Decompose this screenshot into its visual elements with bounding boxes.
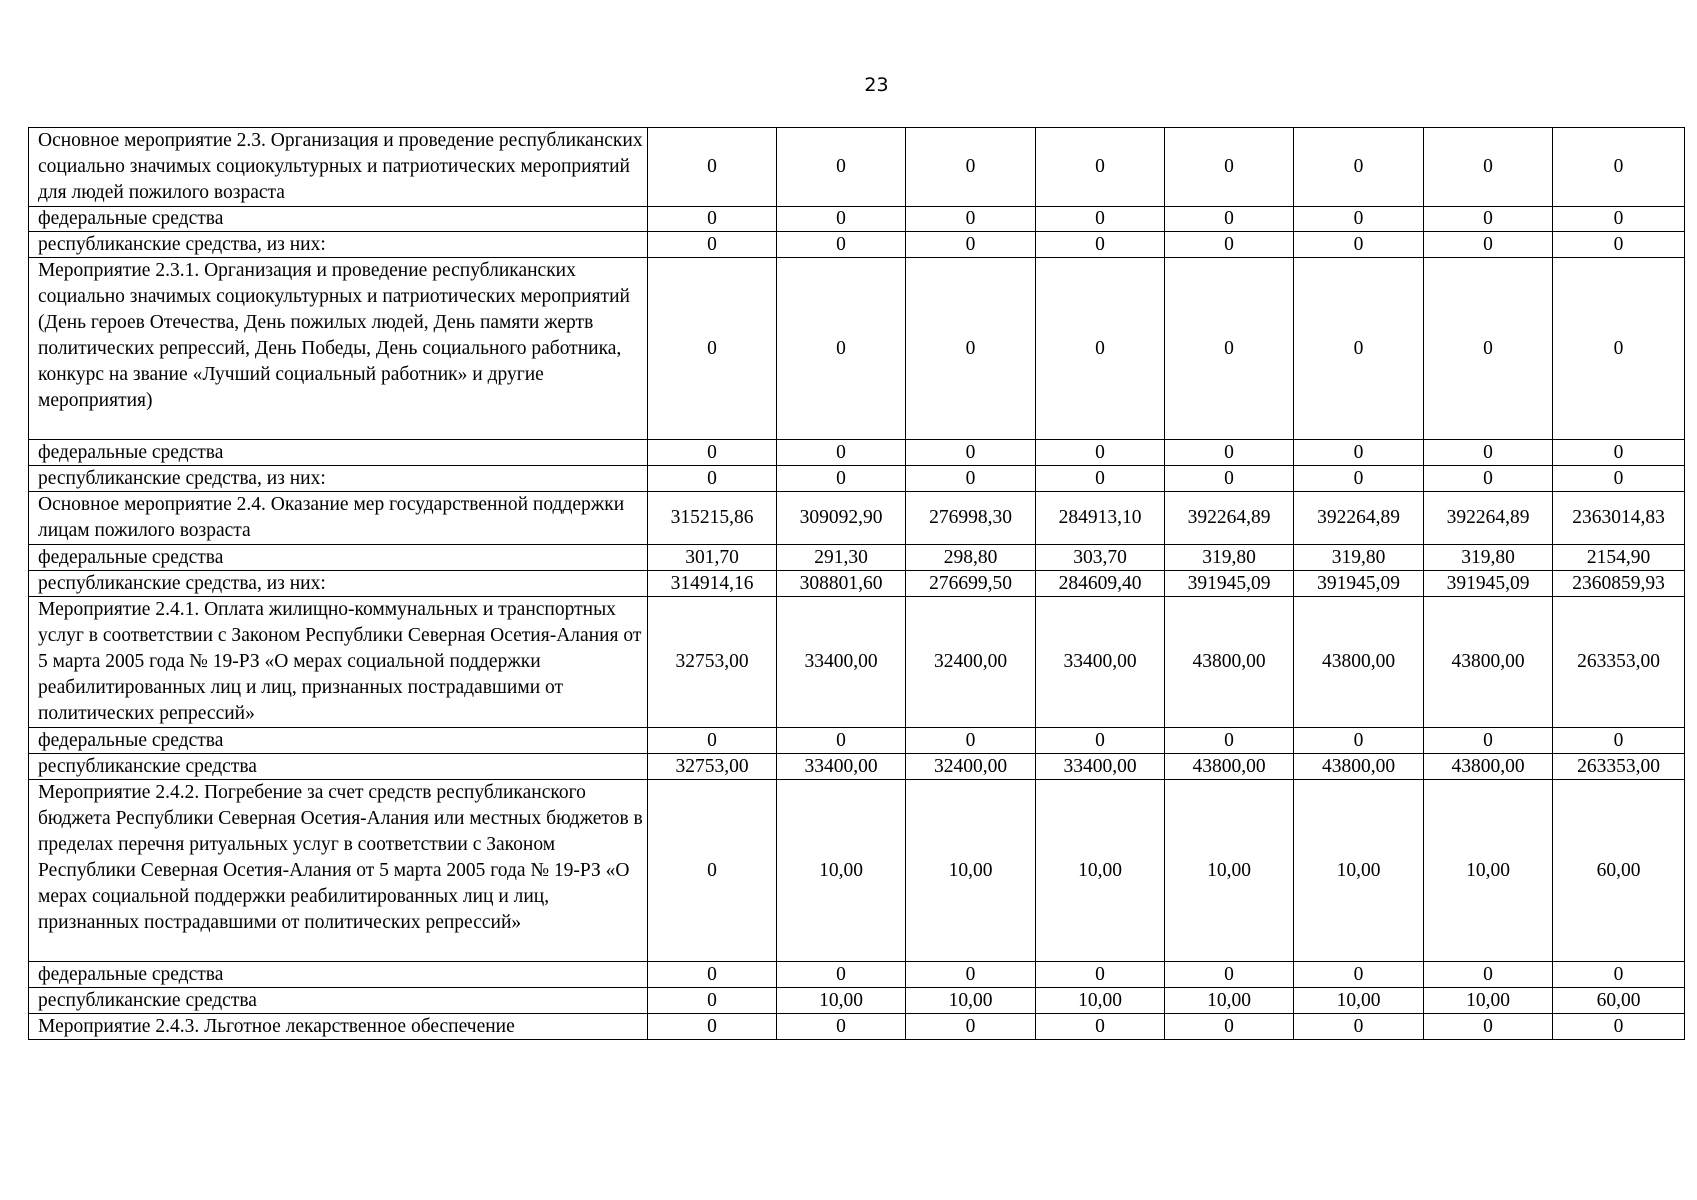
value-cell: 0 bbox=[1036, 466, 1165, 492]
row-label: республиканские средства, из них: bbox=[29, 571, 648, 597]
value-cell: 0 bbox=[1553, 1014, 1685, 1040]
value-cell: 0 bbox=[648, 988, 777, 1014]
value-cell: 43800,00 bbox=[1165, 597, 1294, 728]
value-cell: 0 bbox=[777, 1014, 906, 1040]
value-cell: 0 bbox=[1036, 962, 1165, 988]
value-cell: 0 bbox=[1553, 466, 1685, 492]
value-cell: 43800,00 bbox=[1424, 597, 1553, 728]
row-label: Мероприятие 2.4.1. Оплата жилищно-коммунальных и транспортных услуг в соответствии с Законом Республики Северная Осетия-Алания от 5 марта 2005 года № 19-РЗ «О мерах социальной поддержки реабилитированных лиц и лиц, признанных пострадавшими от политических репрессий» bbox=[29, 597, 648, 728]
value-cell: 0 bbox=[1165, 962, 1294, 988]
value-cell: 0 bbox=[648, 962, 777, 988]
row-label: федеральные средства bbox=[29, 207, 648, 232]
value-cell: 298,80 bbox=[906, 545, 1036, 571]
value-cell: 0 bbox=[1294, 728, 1424, 754]
table-row bbox=[29, 571, 1685, 597]
value-cell: 0 bbox=[1036, 1014, 1165, 1040]
value-cell: 10,00 bbox=[1424, 780, 1553, 962]
value-cell: 0 bbox=[906, 440, 1036, 466]
value-cell: 0 bbox=[906, 728, 1036, 754]
value-cell: 0 bbox=[1165, 232, 1294, 258]
value-cell: 0 bbox=[906, 962, 1036, 988]
value-cell: 0 bbox=[1165, 466, 1294, 492]
value-cell: 32753,00 bbox=[648, 754, 777, 780]
row-label: Мероприятие 2.4.2. Погребение за счет средств республиканского бюджета Республики Северная Осетия-Алания или местных бюджетов в пределах перечня ритуальных услуг в соответствии с Законом Республики Северная Осетия-Алания от 5 марта 2005 года № 19-РЗ «О мерах социальной поддержки реабилитированных лиц и лиц, признанных пострадавшими от политических репрессий» bbox=[29, 780, 648, 962]
value-cell: 0 bbox=[1294, 128, 1424, 207]
value-cell: 263353,00 bbox=[1553, 597, 1685, 728]
value-cell: 0 bbox=[1553, 207, 1685, 232]
value-cell: 0 bbox=[1553, 128, 1685, 207]
value-cell: 319,80 bbox=[1165, 545, 1294, 571]
value-cell: 0 bbox=[1165, 440, 1294, 466]
value-cell: 43800,00 bbox=[1294, 754, 1424, 780]
value-cell: 0 bbox=[906, 258, 1036, 440]
value-cell: 0 bbox=[1553, 728, 1685, 754]
value-cell: 284609,40 bbox=[1036, 571, 1165, 597]
value-cell: 43800,00 bbox=[1165, 754, 1294, 780]
table-row bbox=[29, 728, 1685, 754]
value-cell: 33400,00 bbox=[1036, 597, 1165, 728]
value-cell: 0 bbox=[1294, 258, 1424, 440]
table-body bbox=[29, 128, 1685, 1040]
value-cell: 276699,50 bbox=[906, 571, 1036, 597]
value-cell: 2363014,83 bbox=[1553, 492, 1685, 545]
table-row bbox=[29, 440, 1685, 466]
value-cell: 301,70 bbox=[648, 545, 777, 571]
table-row bbox=[29, 1014, 1685, 1040]
row-label: республиканские средства bbox=[29, 754, 648, 780]
value-cell: 0 bbox=[777, 440, 906, 466]
value-cell: 43800,00 bbox=[1294, 597, 1424, 728]
value-cell: 32400,00 bbox=[906, 754, 1036, 780]
table-row bbox=[29, 258, 1685, 440]
value-cell: 10,00 bbox=[1036, 780, 1165, 962]
value-cell: 33400,00 bbox=[1036, 754, 1165, 780]
value-cell: 10,00 bbox=[1294, 988, 1424, 1014]
value-cell: 0 bbox=[1553, 232, 1685, 258]
table-row bbox=[29, 780, 1685, 962]
value-cell: 10,00 bbox=[906, 988, 1036, 1014]
value-cell: 319,80 bbox=[1424, 545, 1553, 571]
value-cell: 0 bbox=[648, 258, 777, 440]
value-cell: 10,00 bbox=[777, 988, 906, 1014]
table-row bbox=[29, 545, 1685, 571]
value-cell: 315215,86 bbox=[648, 492, 777, 545]
value-cell: 32753,00 bbox=[648, 597, 777, 728]
value-cell: 391945,09 bbox=[1165, 571, 1294, 597]
budget-table bbox=[28, 127, 1685, 1040]
value-cell: 392264,89 bbox=[1424, 492, 1553, 545]
value-cell: 284913,10 bbox=[1036, 492, 1165, 545]
value-cell: 0 bbox=[1165, 1014, 1294, 1040]
value-cell: 0 bbox=[1165, 728, 1294, 754]
row-label: республиканские средства bbox=[29, 988, 648, 1014]
row-label: республиканские средства, из них: bbox=[29, 466, 648, 492]
table-row bbox=[29, 754, 1685, 780]
value-cell: 0 bbox=[1424, 728, 1553, 754]
value-cell: 0 bbox=[1553, 440, 1685, 466]
value-cell: 0 bbox=[1424, 128, 1553, 207]
row-label: федеральные средства bbox=[29, 962, 648, 988]
value-cell: 33400,00 bbox=[777, 754, 906, 780]
value-cell: 10,00 bbox=[777, 780, 906, 962]
value-cell: 309092,90 bbox=[777, 492, 906, 545]
table-row bbox=[29, 962, 1685, 988]
table-row bbox=[29, 597, 1685, 728]
value-cell: 0 bbox=[648, 780, 777, 962]
row-label: Мероприятие 2.3.1. Организация и проведение республиканских социально значимых социокультурных и патриотических мероприятий (День героев Отечества, День пожилых людей, День памяти жертв политических репрессий, День Победы, День социального работника, конкурс на звание «Лучший социальный работник» и другие мероприятия) bbox=[29, 258, 648, 440]
value-cell: 10,00 bbox=[1036, 988, 1165, 1014]
value-cell: 10,00 bbox=[1165, 780, 1294, 962]
row-label: Основное мероприятие 2.3. Организация и проведение республиканских социально значимых социокультурных и патриотических мероприятий для людей пожилого возраста bbox=[29, 128, 648, 207]
table-row bbox=[29, 492, 1685, 545]
row-label: федеральные средства bbox=[29, 728, 648, 754]
table-row bbox=[29, 988, 1685, 1014]
row-label: Основное мероприятие 2.4. Оказание мер государственной поддержки лицам пожилого возраста bbox=[29, 492, 648, 545]
value-cell: 0 bbox=[1294, 962, 1424, 988]
value-cell: 0 bbox=[906, 232, 1036, 258]
table-row bbox=[29, 232, 1685, 258]
value-cell: 0 bbox=[1424, 440, 1553, 466]
value-cell: 391945,09 bbox=[1294, 571, 1424, 597]
value-cell: 0 bbox=[1424, 207, 1553, 232]
value-cell: 0 bbox=[648, 728, 777, 754]
value-cell: 319,80 bbox=[1294, 545, 1424, 571]
value-cell: 0 bbox=[906, 1014, 1036, 1040]
value-cell: 0 bbox=[648, 466, 777, 492]
value-cell: 0 bbox=[1424, 258, 1553, 440]
value-cell: 60,00 bbox=[1553, 780, 1685, 962]
value-cell: 0 bbox=[1036, 440, 1165, 466]
page-number: 23 bbox=[864, 74, 889, 96]
value-cell: 392264,89 bbox=[1165, 492, 1294, 545]
value-cell: 0 bbox=[648, 207, 777, 232]
value-cell: 0 bbox=[777, 728, 906, 754]
value-cell: 0 bbox=[906, 466, 1036, 492]
value-cell: 0 bbox=[1424, 1014, 1553, 1040]
value-cell: 0 bbox=[1165, 258, 1294, 440]
value-cell: 0 bbox=[1294, 232, 1424, 258]
value-cell: 0 bbox=[777, 128, 906, 207]
value-cell: 43800,00 bbox=[1424, 754, 1553, 780]
row-label: федеральные средства bbox=[29, 545, 648, 571]
value-cell: 10,00 bbox=[1165, 988, 1294, 1014]
value-cell: 391945,09 bbox=[1424, 571, 1553, 597]
value-cell: 0 bbox=[777, 207, 906, 232]
value-cell: 0 bbox=[648, 128, 777, 207]
value-cell: 0 bbox=[906, 207, 1036, 232]
value-cell: 10,00 bbox=[906, 780, 1036, 962]
value-cell: 2154,90 bbox=[1553, 545, 1685, 571]
value-cell: 2360859,93 bbox=[1553, 571, 1685, 597]
value-cell: 392264,89 bbox=[1294, 492, 1424, 545]
value-cell: 0 bbox=[777, 232, 906, 258]
value-cell: 0 bbox=[1553, 962, 1685, 988]
value-cell: 303,70 bbox=[1036, 545, 1165, 571]
value-cell: 10,00 bbox=[1294, 780, 1424, 962]
value-cell: 0 bbox=[1294, 207, 1424, 232]
row-label: республиканские средства, из них: bbox=[29, 232, 648, 258]
value-cell: 291,30 bbox=[777, 545, 906, 571]
value-cell: 0 bbox=[648, 440, 777, 466]
value-cell: 0 bbox=[648, 232, 777, 258]
value-cell: 0 bbox=[1036, 128, 1165, 207]
value-cell: 0 bbox=[1294, 440, 1424, 466]
value-cell: 0 bbox=[777, 258, 906, 440]
value-cell: 0 bbox=[1424, 466, 1553, 492]
table-row bbox=[29, 128, 1685, 207]
row-label: федеральные средства bbox=[29, 440, 648, 466]
value-cell: 0 bbox=[1294, 1014, 1424, 1040]
value-cell: 314914,16 bbox=[648, 571, 777, 597]
value-cell: 0 bbox=[777, 466, 906, 492]
value-cell: 10,00 bbox=[1424, 988, 1553, 1014]
value-cell: 0 bbox=[1424, 962, 1553, 988]
value-cell: 0 bbox=[1036, 258, 1165, 440]
value-cell: 0 bbox=[777, 962, 906, 988]
table-row bbox=[29, 466, 1685, 492]
value-cell: 0 bbox=[1294, 466, 1424, 492]
value-cell: 0 bbox=[1036, 232, 1165, 258]
value-cell: 33400,00 bbox=[777, 597, 906, 728]
value-cell: 0 bbox=[1424, 232, 1553, 258]
value-cell: 0 bbox=[1036, 207, 1165, 232]
table-row bbox=[29, 207, 1685, 232]
value-cell: 0 bbox=[1165, 207, 1294, 232]
row-label: Мероприятие 2.4.3. Льготное лекарственное обеспечение bbox=[29, 1014, 648, 1040]
value-cell: 0 bbox=[906, 128, 1036, 207]
value-cell: 308801,60 bbox=[777, 571, 906, 597]
value-cell: 32400,00 bbox=[906, 597, 1036, 728]
value-cell: 60,00 bbox=[1553, 988, 1685, 1014]
value-cell: 0 bbox=[1165, 128, 1294, 207]
value-cell: 0 bbox=[648, 1014, 777, 1040]
value-cell: 0 bbox=[1036, 728, 1165, 754]
value-cell: 276998,30 bbox=[906, 492, 1036, 545]
value-cell: 263353,00 bbox=[1553, 754, 1685, 780]
value-cell: 0 bbox=[1553, 258, 1685, 440]
